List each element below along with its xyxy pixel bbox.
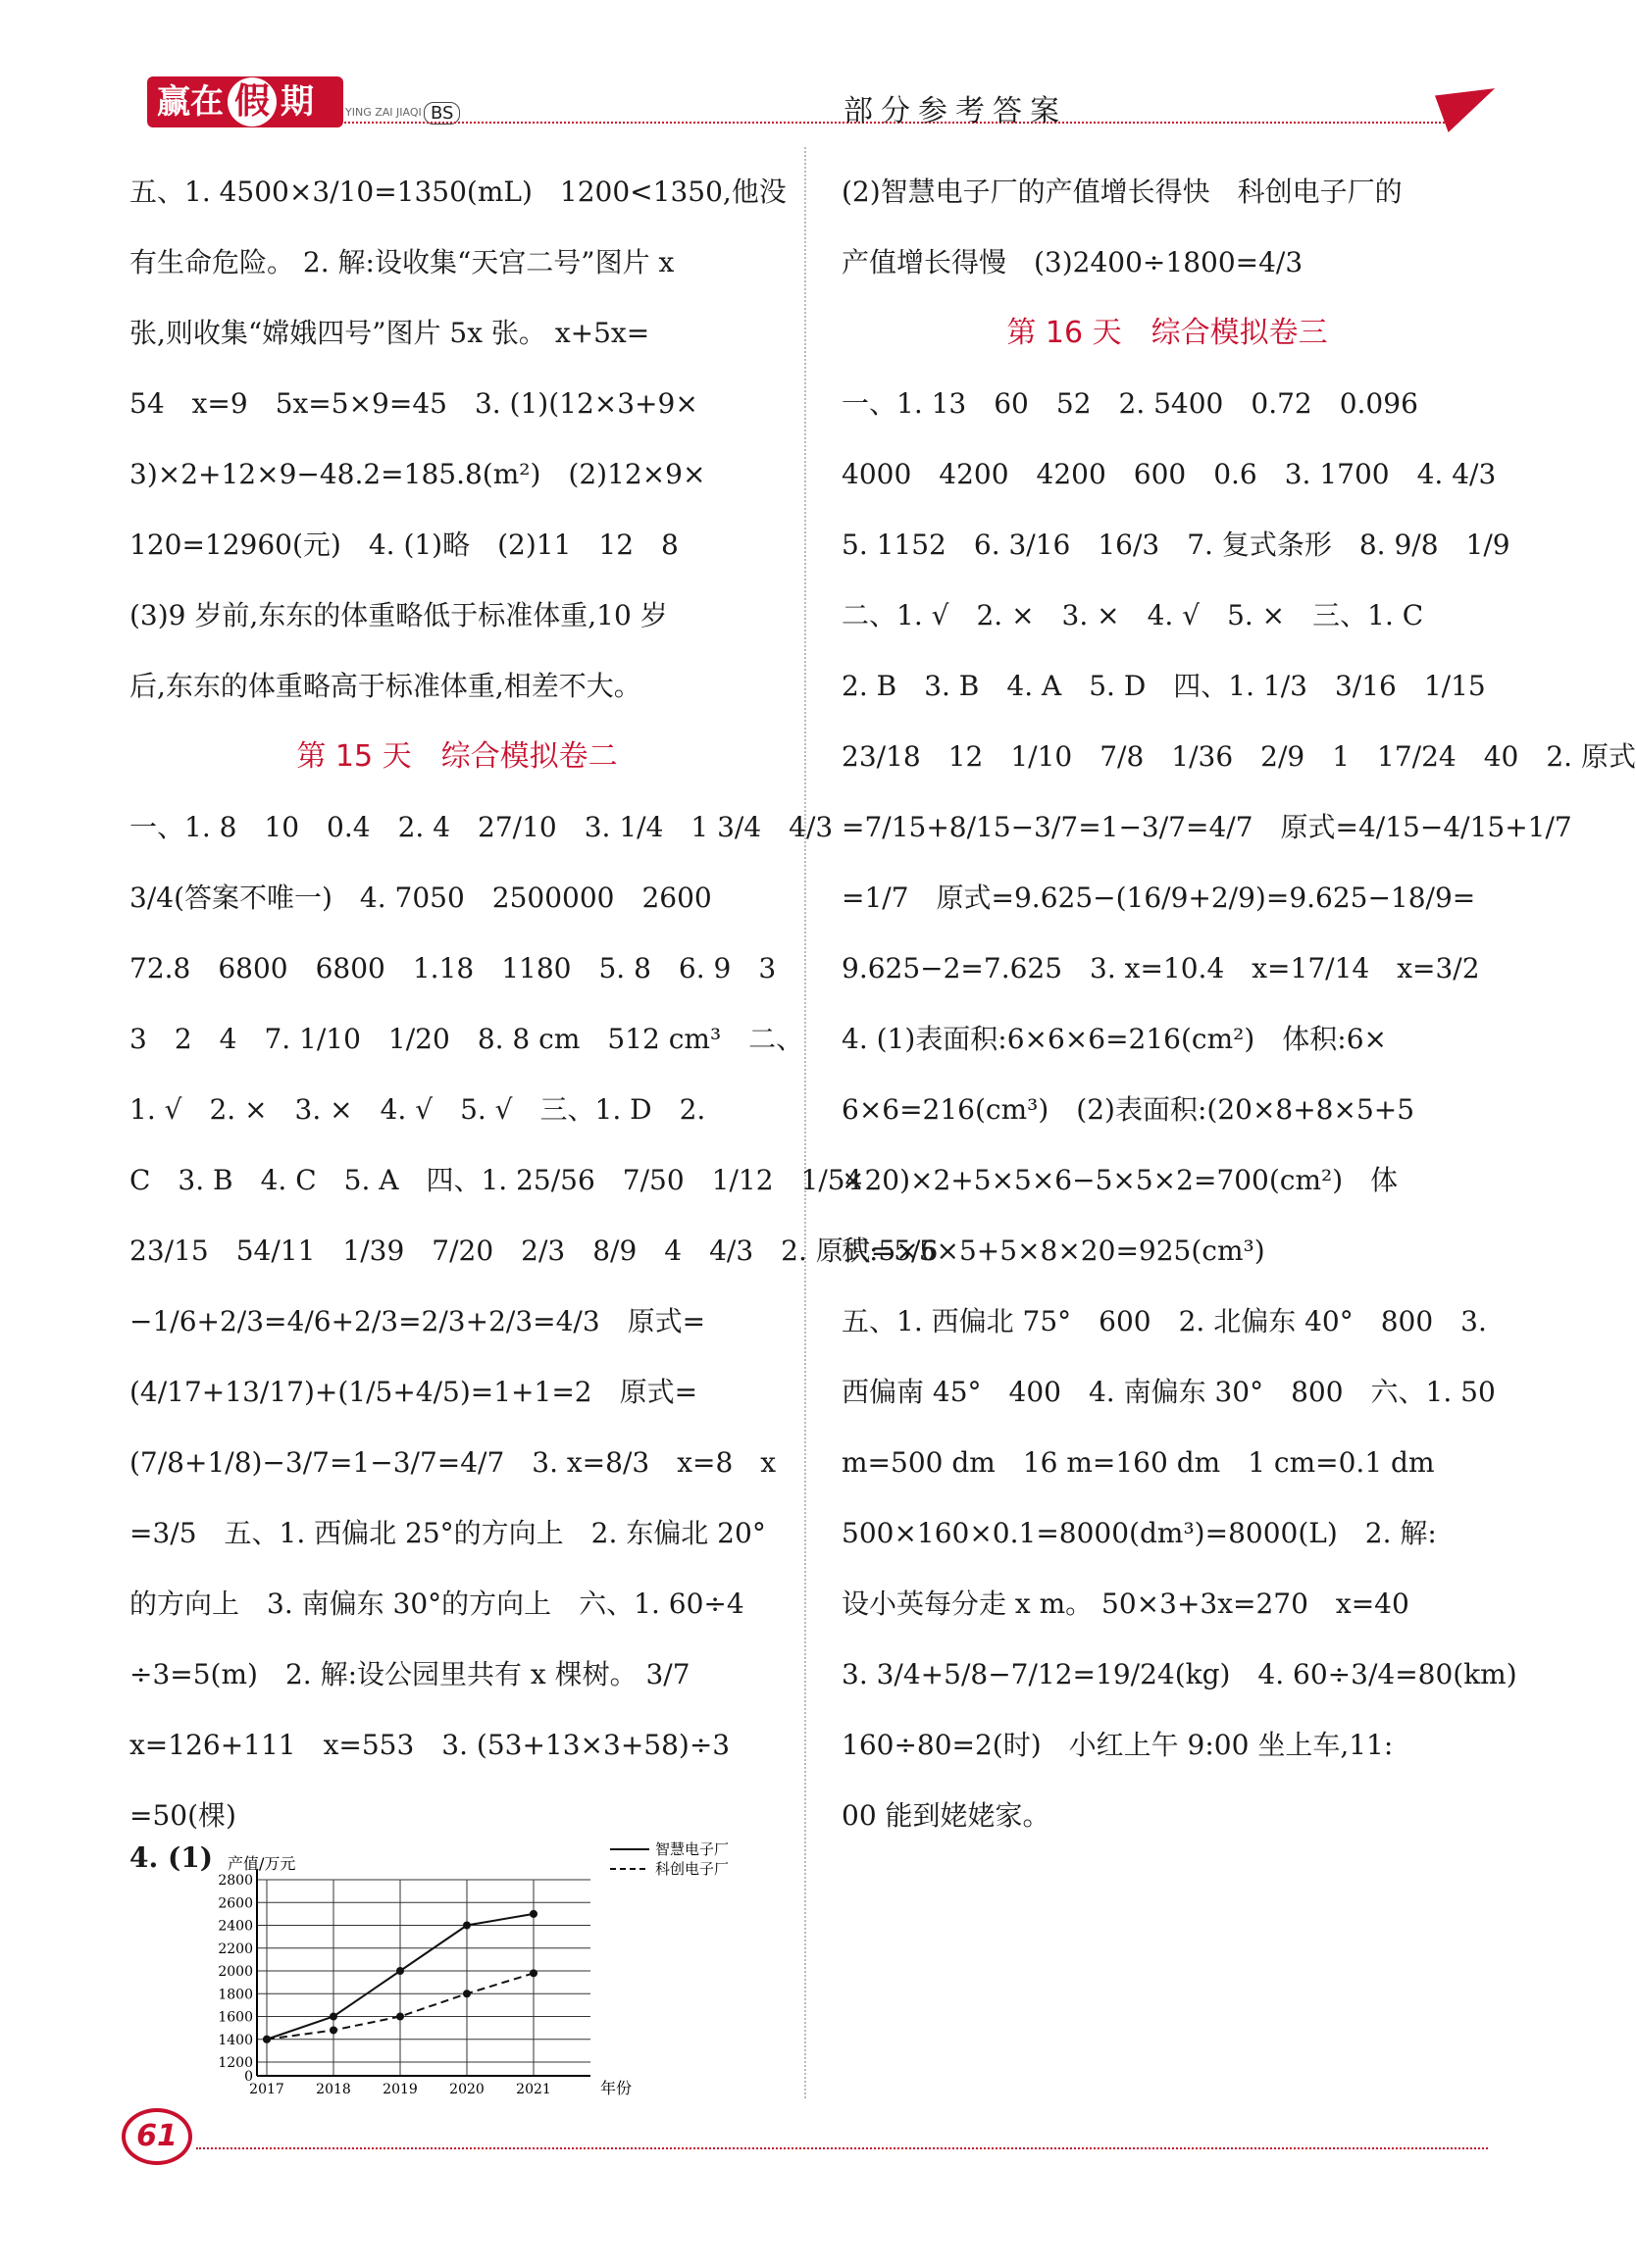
x-tick-label: 2017 [249,2082,284,2097]
answer-line: 有生命危险。 2. 解:设收集“天宫二号”图片 x [129,246,675,278]
answer-column-left [129,157,939,1851]
answer-line: ÷3=5(m) 2. 解:设公园里共有 x 棵树。 3/7 [129,1658,690,1690]
y-tick-label: 2200 [218,1940,253,1957]
data-point [530,1910,537,1918]
answer-line: =50(棵) [129,1799,236,1832]
answer-line: =3/5 五、1. 西偏北 25°的方向上 2. 东偏北 20° [129,1517,766,1549]
answer-line: 的方向上 3. 南偏东 30°的方向上 六、1. 60÷4 [129,1588,744,1620]
data-point [330,2026,337,2034]
answer-line: 23/18 12 1/10 7/8 1/36 2/9 1 17/24 40 2. 原式 [842,740,1636,773]
answer-line: 72.8 6800 6800 1.18 1180 5. 8 6. 9 3 [129,952,777,984]
page-header [0,0,1576,137]
footer-divider [196,2147,1488,2149]
answer-line: 设小英每分走 x m。 50×3+3x=270 x=40 [842,1588,1409,1620]
x-tick-label: 2019 [383,2082,418,2097]
answer-line: 3)×2+12×9−48.2=185.8(m²) (2)12×9× [129,458,706,490]
answer-line: =1/7 原式=9.625−(16/9+2/9)=9.625−18/9= [842,882,1476,914]
answer-line: m=500 dm 16 m=160 dm 1 cm=0.1 dm [842,1446,1435,1479]
production-line-chart [129,1836,777,2100]
answer-line: 2. B 3. B 4. A 5. D 四、1. 1/3 3/16 1/15 [842,670,1486,702]
x-tick-label: 2018 [316,2082,351,2097]
y-tick-label: 1400 [218,2032,253,2048]
chart-question-label: 4. (1) [129,1841,213,1874]
answer-line: 五、1. 4500×3/10=1350(mL) 1200<1350,他没 [129,176,787,208]
answer-line: x=126+111 x=553 3. (53+13×3+58)÷3 [129,1729,731,1761]
answer-line: C 3. B 4. C 5. A 四、1. 25/56 7/50 1/12 1/54 [129,1164,863,1196]
answer-line: 1. √ 2. × 3. × 4. √ 5. √ 三、1. D 2. [129,1093,706,1126]
x-tick-label: 2021 [516,2082,551,2097]
answer-line: 3 2 4 7. 1/10 1/20 8. 8 cm 512 cm³ 二、 [129,1023,804,1055]
section-title: 第 16 天 综合模拟卷三 [1006,316,1328,350]
y-tick-label: 1800 [218,1987,253,2003]
data-point [396,2013,404,2021]
logo-pinyin: YING ZAI JIAQI [345,106,422,119]
answer-line: 120=12960(元) 4. (1)略 (2)11 12 8 [129,529,679,561]
y-tick-label: 2400 [218,1918,253,1935]
answer-line: 00 能到姥姥家。 [842,1799,1050,1832]
x-axis-label: 年份 [600,2079,633,2097]
data-point [263,2036,271,2043]
y-tick-label: 0 [244,2069,253,2085]
edition-tag: BS [424,102,460,125]
answer-line: ×20)×2+5×5×6−5×5×2=700(cm²) 体 [842,1164,1399,1196]
answer-line: (4/17+13/17)+(1/5+4/5)=1+1=2 原式= [129,1376,698,1408]
answer-line: −1/6+2/3=4/6+2/3=2/3+2/3=4/3 原式= [129,1305,706,1337]
answer-line: (7/8+1/8)−3/7=1−3/7=4/7 3. x=8/3 x=8 x [129,1446,777,1479]
answer-line: 3. 3/4+5/8−7/12=19/24(kg) 4. 60÷3/4=80(km) [842,1658,1517,1690]
y-tick-label: 2800 [218,1873,253,1889]
legend-entry: 智慧电子厂 [655,1840,730,1858]
data-point [530,1969,537,1977]
answer-column-right [842,157,1636,1851]
x-tick-label: 2020 [449,2082,485,2097]
data-point [463,1922,471,1930]
data-point [330,2013,337,2021]
y-tick-label: 2000 [218,1964,253,1980]
answer-line: 一、1. 8 10 0.4 2. 4 27/10 3. 1/4 1 3/4 4/3 [129,811,834,843]
answer-line: 张,则收集“嫦娥四号”图片 5x 张。 x+5x= [129,317,650,349]
answer-line: =7/15+8/15−3/7=1−3/7=4/7 原式=4/15−4/15+1/7 [842,811,1572,843]
answer-line: (3)9 岁前,东东的体重略低于标准体重,10 岁 [129,599,668,631]
y-tick-label: 1600 [218,2009,253,2026]
column-divider [804,147,806,2098]
page-title: 部分参考答案 [844,94,1067,128]
answer-line: 五、1. 西偏北 75° 600 2. 北偏东 40° 800 3. [842,1305,1487,1337]
data-point [396,1967,404,1975]
y-tick-label: 1200 [218,2055,253,2071]
answer-line: 5. 1152 6. 3/16 16/3 7. 复式条形 8. 9/8 1/9 [842,529,1510,561]
answer-line: 6×6=216(cm³) (2)表面积:(20×8+8×5+5 [842,1093,1415,1126]
answer-line: 500×160×0.1=8000(dm³)=8000(L) 2. 解: [842,1517,1437,1549]
y-tick-label: 2600 [218,1895,253,1912]
answer-line: 4000 4200 4200 600 0.6 3. 1700 4. 4/3 [842,458,1497,490]
paper-plane-icon [1435,76,1504,132]
logo-end-text: 期 [281,82,314,122]
logo-big-character: 假 [228,77,277,126]
answer-line: 一、1. 13 60 52 2. 5400 0.72 0.096 [842,387,1418,420]
answer-line: 54 x=9 5x=5×9=45 3. (1)(12×3+9× [129,387,698,420]
logo-main-text: 赢在 [157,82,224,122]
answer-line: 二、1. √ 2. × 3. × 4. √ 5. × 三、1. C [842,599,1424,631]
answer-line: 4. (1)表面积:6×6×6=216(cm²) 体积:6× [842,1023,1387,1055]
data-point [463,1990,471,1997]
brand-logo [147,76,343,127]
answer-line: 西偏南 45° 400 4. 南偏东 30° 800 六、1. 50 [842,1376,1496,1408]
legend-entry: 科创电子厂 [655,1860,730,1878]
answer-line: 160÷80=2(时) 小红上午 9:00 坐上车,11: [842,1729,1394,1761]
answer-line: 9.625−2=7.625 3. x=10.4 x=17/14 x=3/2 [842,952,1480,984]
answer-line: 后,东东的体重略高于标准体重,相差不大。 [129,670,641,702]
line-chart-container [129,1836,777,2100]
answer-line: 积:5×5×5+5×8×20=925(cm³) [842,1235,1265,1267]
answer-line: (2)智慧电子厂的产值增长得快 科创电子厂的 [842,176,1403,208]
answer-line: 产值增长得慢 (3)2400÷1800=4/3 [842,246,1304,278]
section-title: 第 15 天 综合模拟卷二 [296,739,618,774]
answer-line: 3/4(答案不唯一) 4. 7050 2500000 2600 [129,882,712,914]
page-number: 61 [122,2108,192,2165]
y-axis-label: 产值/万元 [228,1854,296,1873]
answer-line: 23/15 54/11 1/39 7/20 2/3 8/9 4 4/3 2. 原式=5/6 [129,1235,939,1267]
